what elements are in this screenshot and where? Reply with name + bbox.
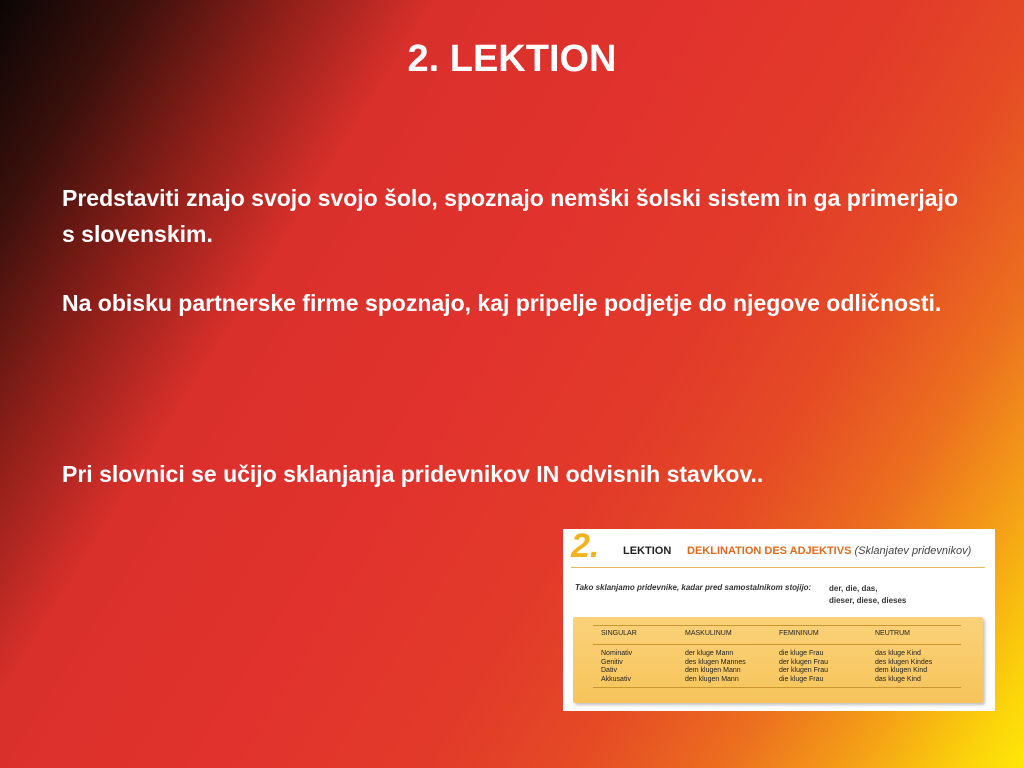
neutrum-dativ: dem klugen Kind: [875, 667, 928, 674]
slide-title: 2. LEKTION: [407, 38, 617, 80]
maskulinum-nominativ: der kluge Mann: [685, 650, 734, 657]
column-header-femininum: FEMININUM: [779, 630, 819, 637]
femininum-akkusativ: die kluge Frau: [779, 675, 824, 683]
article-list-line-1: der, die, das,: [829, 584, 878, 593]
case-column: [601, 650, 632, 684]
maskulinum-dativ: dem klugen Mann: [685, 667, 741, 674]
maskulinum-column: [685, 650, 746, 684]
femininum-genitiv: der klugen Frau: [779, 658, 829, 666]
table-rule-header: [593, 644, 961, 645]
table-rule-top: [593, 625, 961, 626]
textbook-header: [571, 531, 991, 565]
grammar-heading: [687, 545, 971, 557]
paragraph-company-visit: Na obisku partnerske firme spoznajo, kaj pripelje podjetje do njegove odličnosti.: [62, 290, 942, 316]
neutrum-akkusativ: das kluge Kind: [875, 675, 921, 683]
femininum-dativ: der klugen Frau: [779, 667, 829, 674]
neutrum-column: [875, 650, 932, 684]
femininum-column: [779, 650, 828, 684]
column-header-maskulinum: MASKULINUM: [685, 630, 732, 637]
case-akkusativ: Akkusativ: [601, 675, 631, 683]
lesson-label: LEKTION: [623, 545, 672, 557]
neutrum-nominativ: das kluge Kind: [875, 650, 921, 657]
article-list-line-2: dieser, diese, dieses: [829, 596, 907, 605]
case-nominativ: Nominativ: [601, 650, 633, 657]
case-genitiv: Genitiv: [601, 658, 623, 666]
article-list: [829, 583, 906, 607]
textbook-excerpt-image: [563, 529, 995, 711]
intro-text: Tako sklanjamo pridevnike, kadar pred samostalnikom stojijo:: [575, 583, 812, 592]
maskulinum-akkusativ: den klugen Mann: [685, 675, 739, 683]
declension-table: [573, 617, 983, 703]
grammar-heading-text: DEKLINATION DES ADJEKTIVS: [687, 545, 852, 557]
grammar-heading-translation: (Sklanjatev pridevnikov): [854, 545, 972, 557]
femininum-nominativ: die kluge Frau: [779, 650, 824, 657]
column-header-neutrum: NEUTRUM: [875, 630, 910, 637]
paragraph-grammar: Pri slovnici se učijo sklanjanja pridevnikov IN odvisnih stavkov..: [62, 461, 764, 487]
case-dativ: Dativ: [601, 667, 617, 674]
paragraph-school: Predstaviti znajo svojo svojo šolo, spoznajo nemški šolski sistem in ga primerjajo s slovenskim.: [62, 185, 958, 247]
column-header-singular: SINGULAR: [601, 630, 637, 637]
neutrum-genitiv: des klugen Kindes: [875, 658, 933, 666]
header-divider: [571, 567, 985, 568]
maskulinum-genitiv: des klugen Mannes: [685, 658, 746, 666]
table-rule-bottom: [593, 687, 961, 688]
lesson-number: 2.: [571, 529, 600, 565]
